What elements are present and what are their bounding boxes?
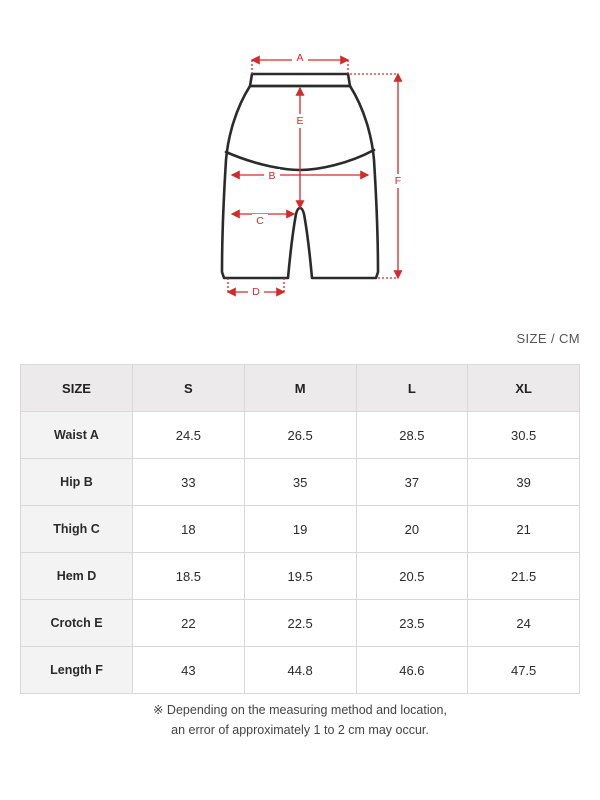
label-a: A <box>296 52 304 64</box>
row-label-crotch: Crotch E <box>21 600 133 647</box>
row-label-hip: Hip B <box>21 459 133 506</box>
measure-lines <box>228 60 398 292</box>
table-row <box>21 412 580 459</box>
table-row <box>21 506 580 553</box>
cell-waist-s: 24.5 <box>133 412 245 459</box>
cell-thigh-l: 20 <box>356 506 468 553</box>
table-row <box>21 600 580 647</box>
footnote-line-2: an error of approximately 1 to 2 cm may occur. <box>171 723 429 737</box>
cell-length-l: 46.6 <box>356 647 468 694</box>
cell-crotch-m: 22.5 <box>244 600 356 647</box>
label-c: C <box>256 215 264 227</box>
cell-thigh-xl: 21 <box>468 506 580 553</box>
label-e: E <box>296 115 304 127</box>
cell-thigh-s: 18 <box>133 506 245 553</box>
cell-hem-m: 19.5 <box>244 553 356 600</box>
cell-crotch-l: 23.5 <box>356 600 468 647</box>
size-table <box>20 364 580 694</box>
table-row <box>21 553 580 600</box>
column-header-l: L <box>356 365 468 412</box>
cell-waist-m: 26.5 <box>244 412 356 459</box>
cell-thigh-m: 19 <box>244 506 356 553</box>
table-row <box>21 647 580 694</box>
cell-hem-s: 18.5 <box>133 553 245 600</box>
cell-hem-l: 20.5 <box>356 553 468 600</box>
column-header-size: SIZE <box>21 365 133 412</box>
row-label-hem: Hem D <box>21 553 133 600</box>
cell-waist-l: 28.5 <box>356 412 468 459</box>
footnote <box>0 700 600 740</box>
size-table-wrapper <box>20 364 580 694</box>
column-header-s: S <box>133 365 245 412</box>
cell-hip-xl: 39 <box>468 459 580 506</box>
label-f: F <box>394 175 402 187</box>
label-d: D <box>252 286 260 298</box>
cell-hip-m: 35 <box>244 459 356 506</box>
cell-hem-xl: 21.5 <box>468 553 580 600</box>
row-label-thigh: Thigh C <box>21 506 133 553</box>
column-header-m: M <box>244 365 356 412</box>
cell-hip-l: 37 <box>356 459 468 506</box>
cell-crotch-xl: 24 <box>468 600 580 647</box>
table-row <box>21 459 580 506</box>
cell-crotch-s: 22 <box>133 600 245 647</box>
label-b: B <box>268 170 276 182</box>
row-label-length: Length F <box>21 647 133 694</box>
table-header-row <box>21 365 580 412</box>
row-label-waist: Waist A <box>21 412 133 459</box>
cell-hip-s: 33 <box>133 459 245 506</box>
footnote-line-1: ※ Depending on the measuring method and location, <box>152 703 447 717</box>
unit-label: SIZE / CM <box>516 331 580 346</box>
cell-waist-xl: 30.5 <box>468 412 580 459</box>
cell-length-m: 44.8 <box>244 647 356 694</box>
cell-length-xl: 47.5 <box>468 647 580 694</box>
cell-length-s: 43 <box>133 647 245 694</box>
column-header-xl: XL <box>468 365 580 412</box>
measurement-diagram <box>0 0 600 320</box>
